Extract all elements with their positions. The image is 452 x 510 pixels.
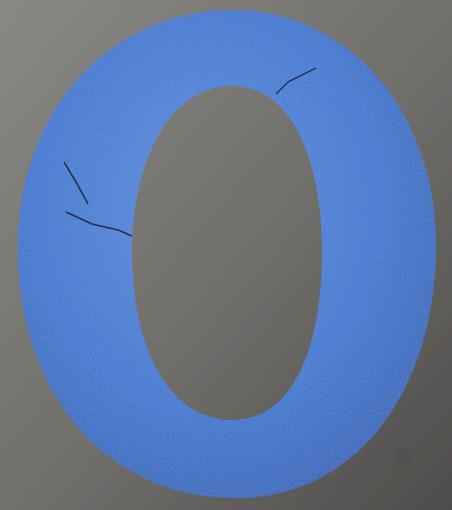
surface-stain: [397, 447, 411, 465]
